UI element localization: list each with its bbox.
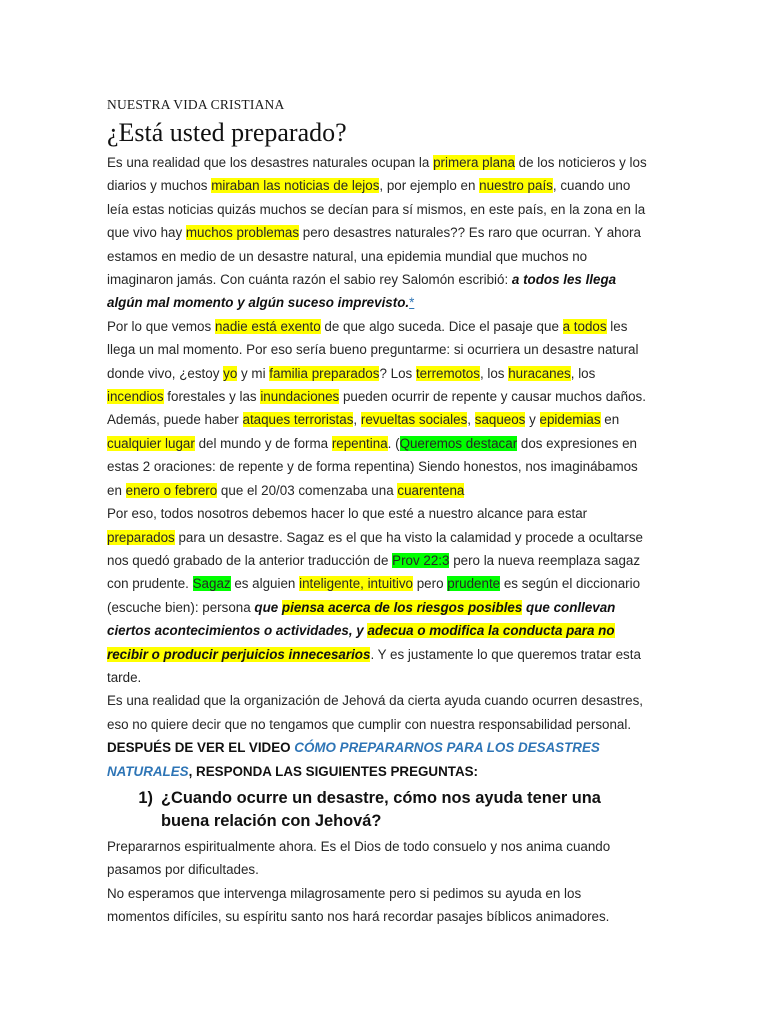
question-text: ¿Cuando ocurre un desastre, cómo nos ayuda tener una buena relación con Jehová? [161, 788, 601, 830]
text: pero la nueva reemplaza sagaz con prudente. [107, 552, 641, 592]
highlight: revueltas sociales [360, 412, 468, 428]
text: para un desastre. Sagaz es el que ha visto la calamidad y procede a ocultarse nos quedó grabado de la anterior traducción de [107, 529, 643, 568]
answer-paragraph: No esperamos que intervenga milagrosamente pero si pedimos su ayuda en los momentos difíciles, su espíritu santo nos hará recordar pasajes bíblicos animadores. [107, 885, 610, 925]
text: , [353, 412, 361, 428]
text: , [467, 412, 475, 428]
text: les llega un mal momento. Por eso sería bueno preguntarme: si ocurriera un desastre natural donde vivo, ¿estoy [107, 318, 639, 381]
text: DESPUÉS DE VER EL VIDEO [107, 740, 295, 756]
highlight: cualquier lugar [107, 435, 195, 451]
highlight: miraban las noticias de lejos [211, 178, 380, 194]
highlight: inteligente, intuitivo [299, 576, 413, 592]
text: pero [413, 576, 448, 592]
paragraph-prudente [107, 502, 647, 689]
highlight: incendios [107, 389, 164, 405]
highlight: primera plana [433, 155, 515, 170]
text: dos expresiones en estas 2 oraciones: de repente y de forma repentina) Siendo honestos, nos imaginábamos en [107, 435, 638, 498]
text: . Y es justamente lo que queremos tratar esta tarde. [107, 646, 641, 685]
highlight: terremotos [415, 365, 480, 381]
highlight-green: Prov 22:3 [392, 552, 450, 568]
definition-text: que [254, 599, 282, 615]
text: del mundo y de forma [194, 435, 332, 451]
text: , cuando uno leía estas noticias quizás muchos se decían para sí mismos, en este país, en la zona en la que vivo hay [107, 178, 646, 241]
paragraph-exento [107, 315, 647, 502]
text: Por lo que vemos [107, 318, 215, 334]
text: pueden ocurrir de repente y causar muchos daños. Además, puede haber [107, 389, 646, 428]
text: de que algo suceda. Dice el pasaje que [320, 318, 563, 334]
video-instructions [107, 736, 647, 783]
text: pero desastres naturales?? Es raro que ocurran. Y ahora estamos en medio de un desastre natural, una epidemia mundial que muchos no imaginaron jamás. Con cuánta razón el sabio rey Salomón escribió: [107, 225, 641, 288]
paragraph-intro [107, 151, 647, 315]
highlight: ataques terroristas [242, 412, 354, 428]
highlight: saqueos [474, 412, 526, 428]
text: ? Los [379, 365, 416, 381]
video-link[interactable]: CÓMO PREPARARNOS PARA LOS DESASTRES NATURALES [107, 740, 600, 779]
highlight: cuarentena [397, 482, 465, 498]
text: y mi [237, 365, 270, 381]
paragraph-organizacion: Es una realidad que la organización de Jehová da cierta ayuda cuando ocurren desastres, eso no quiere decir que no tengamos que cumplir con nuestra responsabilidad personal. [107, 693, 643, 732]
highlight: enero o febrero [125, 482, 218, 498]
text: es alguien [230, 576, 300, 592]
highlight-green: Sagaz [192, 576, 231, 592]
highlight: preparados [107, 529, 175, 545]
highlight-green: prudente [447, 576, 501, 592]
text: Por eso, todos nosotros debemos hacer lo que esté a nuestro alcance para estar [107, 506, 588, 522]
text: en [600, 412, 620, 428]
definition-text: que conllevan ciertos acontecimientos o actividades, y [107, 599, 616, 639]
text: y [525, 412, 540, 428]
text: , los [570, 365, 596, 381]
definition-highlight: adecua o modifica la conducta para no recibir o producir perjuicios innecesarios [107, 623, 615, 662]
text: . ( [387, 435, 400, 451]
highlight: repentina [331, 435, 388, 451]
text: , por ejemplo en [379, 178, 480, 194]
footnote-link[interactable]: * [409, 295, 415, 311]
text: Es una realidad que los desastres naturales ocupan la [107, 155, 434, 170]
definition-highlight: piensa acerca de los riesgos posibles [281, 599, 523, 615]
page-title: ¿Está usted preparado? [107, 118, 347, 147]
highlight: inundaciones [260, 389, 340, 405]
text: de los noticieros y los diarios y muchos [107, 155, 647, 194]
answer-paragraph: Prepararnos espiritualmente ahora. Es el Dios de todo consuelo y nos anima cuando pasamos por dificultades. [107, 838, 611, 878]
question-number: 1) [138, 788, 153, 807]
text: forestales y las [163, 389, 261, 405]
section-kicker: NUESTRA VIDA CRISTIANA [107, 97, 285, 112]
highlight: familia preparados [269, 365, 380, 381]
highlight: a todos [562, 318, 607, 334]
highlight: nuestro país [479, 178, 553, 194]
question-1 [107, 787, 647, 833]
highlight: huracanes [508, 365, 571, 381]
text: es según el diccionario (escuche bien): persona [107, 576, 641, 615]
scripture-quote: a todos les llega algún mal momento y algún suceso imprevisto. [107, 272, 617, 311]
document-page [107, 95, 647, 929]
text: , los [479, 365, 509, 381]
highlight: nadie está exento [214, 318, 321, 334]
highlight-green: Queremos destacar [399, 435, 518, 451]
highlight: epidemias [539, 412, 601, 428]
text: que el 20/03 comenzaba una [217, 482, 398, 498]
text: , RESPONDA LAS SIGUIENTES PREGUNTAS: [188, 763, 479, 779]
highlight: yo [223, 365, 238, 381]
highlight: muchos problemas [185, 225, 300, 241]
